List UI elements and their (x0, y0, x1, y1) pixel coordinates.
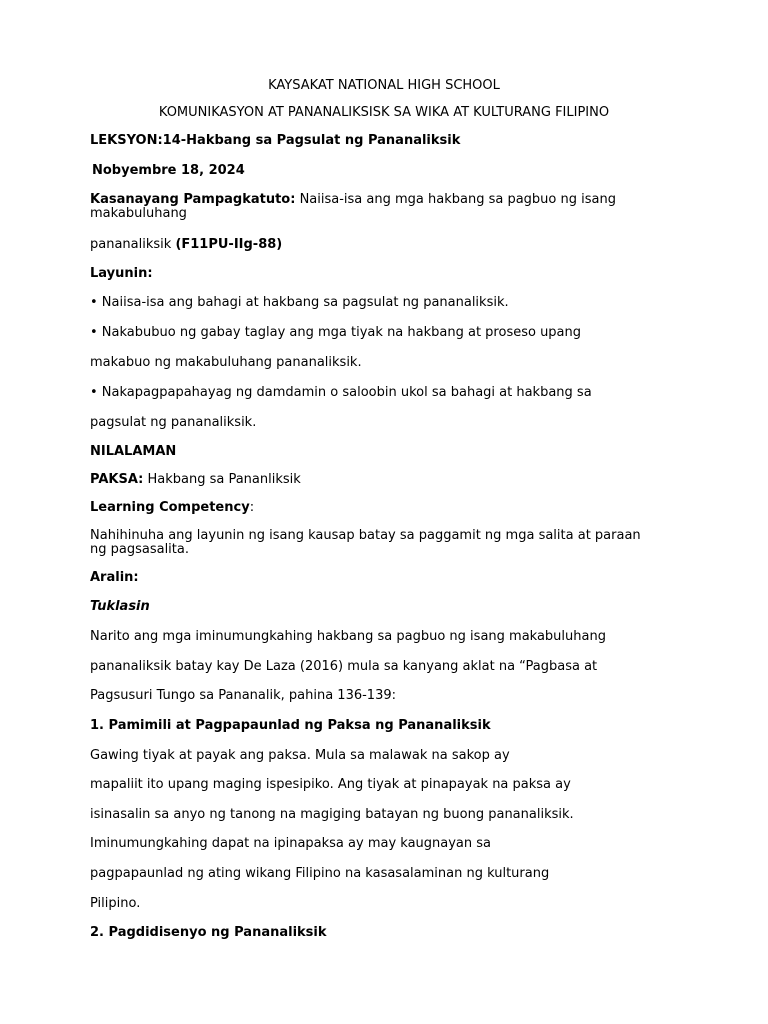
step1-line: pagpapaunlad ng ating wikang Filipino na kasasalaminan ng kulturang (90, 866, 550, 881)
objective-line: makabuo ng makabuluhang pananaliksik. (90, 355, 362, 370)
objectives-heading (90, 267, 153, 281)
intro-line: Narito ang mga iminumungkahing hakbang sa pagbuo ng isang makabuluhang (90, 629, 606, 644)
objective-line: • Nakabubuo ng gabay taglay ang mga tiyak na hakbang at proseso upang (90, 325, 582, 340)
discover-heading (90, 600, 150, 614)
competency-label: Kasanayang Pampagkatuto: (90, 192, 296, 207)
learning-competency-label: Learning Competency (90, 500, 250, 515)
lesson-date (92, 164, 245, 178)
topic-text: Hakbang sa Pananliksik (143, 472, 301, 487)
school-name: KAYSAKAT NATIONAL HIGH SCHOOL (268, 78, 500, 93)
lesson-heading (90, 571, 139, 585)
step1-line: mapaliit ito upang maging ispesipiko. Ang tiyak at pinapayak na paksa ay (90, 777, 571, 792)
lesson-title-text: LEKSYON:14-Hakbang sa Pagsulat ng Pananaliksik (90, 133, 461, 148)
competency-text-2: pananaliksik (90, 237, 176, 252)
objective-line: • Naiisa-isa ang bahagi at hakbang sa pagsulat ng pananaliksik. (90, 295, 509, 310)
step1-line: isinasalin sa anyo ng tanong na magiging batayan ng buong pananaliksik. (90, 807, 574, 822)
step1-line: Pilipino. (90, 896, 141, 911)
competency-text: Naiisa-isa ang mga hakbang sa pagbuo ng isang makabuluhang (90, 192, 616, 221)
topic-line (90, 473, 301, 487)
content-heading-text: NILALAMAN (90, 444, 177, 459)
subject-title: KOMUNIKASYON AT PANANALIKSISK SA WIKA AT KULTURANG FILIPINO (158, 105, 610, 120)
learning-competency-colon: : (249, 500, 255, 515)
lesson-label: Aralin: (90, 570, 139, 585)
objectives-label: Layunin: (90, 266, 153, 281)
competency-continued (90, 238, 282, 252)
content-heading (90, 445, 176, 459)
step1-heading (90, 719, 491, 733)
objective-line: • Nakapagpapahayag ng damdamin o saloobin ukol sa bahagi at hakbang sa (90, 385, 592, 400)
step1-title: 1. Pamimili at Pagpapaunlad ng Paksa ng Pananaliksik (90, 718, 491, 733)
competency-paragraph (90, 193, 650, 221)
lesson-title (90, 134, 460, 148)
learning-competency-heading (90, 501, 254, 515)
step2-heading (90, 926, 327, 940)
competency-code: (F11PU-IIg-88) (175, 237, 283, 252)
step2-title: 2. Pagdidisenyo ng Pananaliksik (90, 925, 327, 940)
step1-line: Gawing tiyak at payak ang paksa. Mula sa malawak na sakop ay (90, 748, 510, 763)
intro-line: Pagsusuri Tungo sa Pananalik, pahina 136-139: (90, 688, 396, 703)
learning-competency-text: Nahihinuha ang layunin ng isang kausap batay sa paggamit ng mga salita at paraan ng pagsasalita. (90, 528, 641, 557)
intro-line: pananaliksik batay kay De Laza (2016) mula sa kanyang aklat na “Pagbasa at (90, 659, 598, 674)
objective-line: pagsulat ng pananaliksik. (90, 415, 257, 430)
topic-label: PAKSA: (90, 472, 144, 487)
lesson-date-text: Nobyembre 18, 2024 (92, 163, 245, 178)
discover-label: Tuklasin (90, 599, 150, 614)
step1-line: Iminumungkahing dapat na ipinapaksa ay may kaugnayan sa (90, 836, 492, 851)
